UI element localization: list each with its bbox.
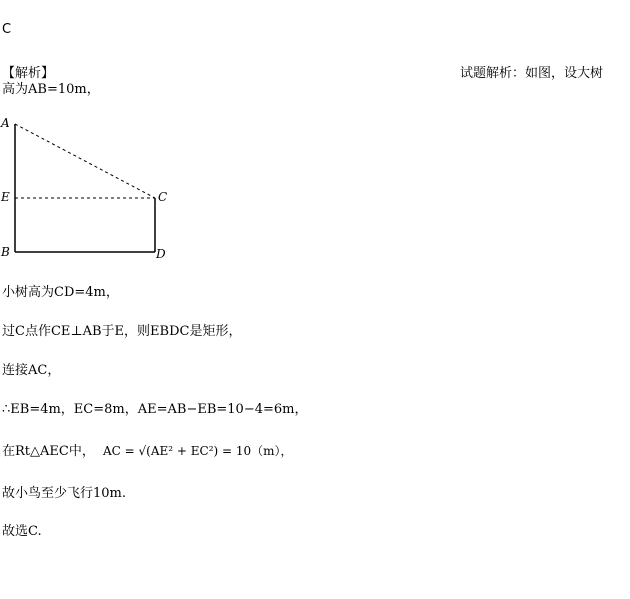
conclusion: 故小鸟至少飞行10m. xyxy=(2,486,127,501)
connect-step: 连接AC， xyxy=(2,363,61,378)
geometry-diagram xyxy=(0,110,180,265)
pythagoras-formula: AC = √(AE² + EC²) = 10（m）， xyxy=(102,444,293,458)
perpendicular-step: 过C点作CE⊥AB于E，则EBDC是矩形， xyxy=(2,324,242,339)
segment-ac xyxy=(15,124,155,198)
therefore-step: ∴EB=4m，EC=8m，AE=AB−EB=10−4=6m， xyxy=(2,402,308,417)
rt-prefix: 在Rt△AEC中， xyxy=(2,444,95,459)
label-a: A xyxy=(1,116,10,130)
analysis-intro: 试题解析：如图，设大树 xyxy=(460,66,604,81)
right-triangle-step xyxy=(2,440,293,459)
small-tree-height: 小树高为CD=4m， xyxy=(2,285,119,300)
label-d: D xyxy=(156,247,166,261)
final-choice: 故选C. xyxy=(2,524,42,539)
label-e: E xyxy=(1,190,10,204)
label-b: B xyxy=(1,245,10,259)
label-c: C xyxy=(158,190,168,204)
analysis-tag: 【解析】 xyxy=(2,66,55,81)
answer-letter: C xyxy=(2,22,12,37)
big-tree-height: 高为AB=10m， xyxy=(2,82,100,97)
